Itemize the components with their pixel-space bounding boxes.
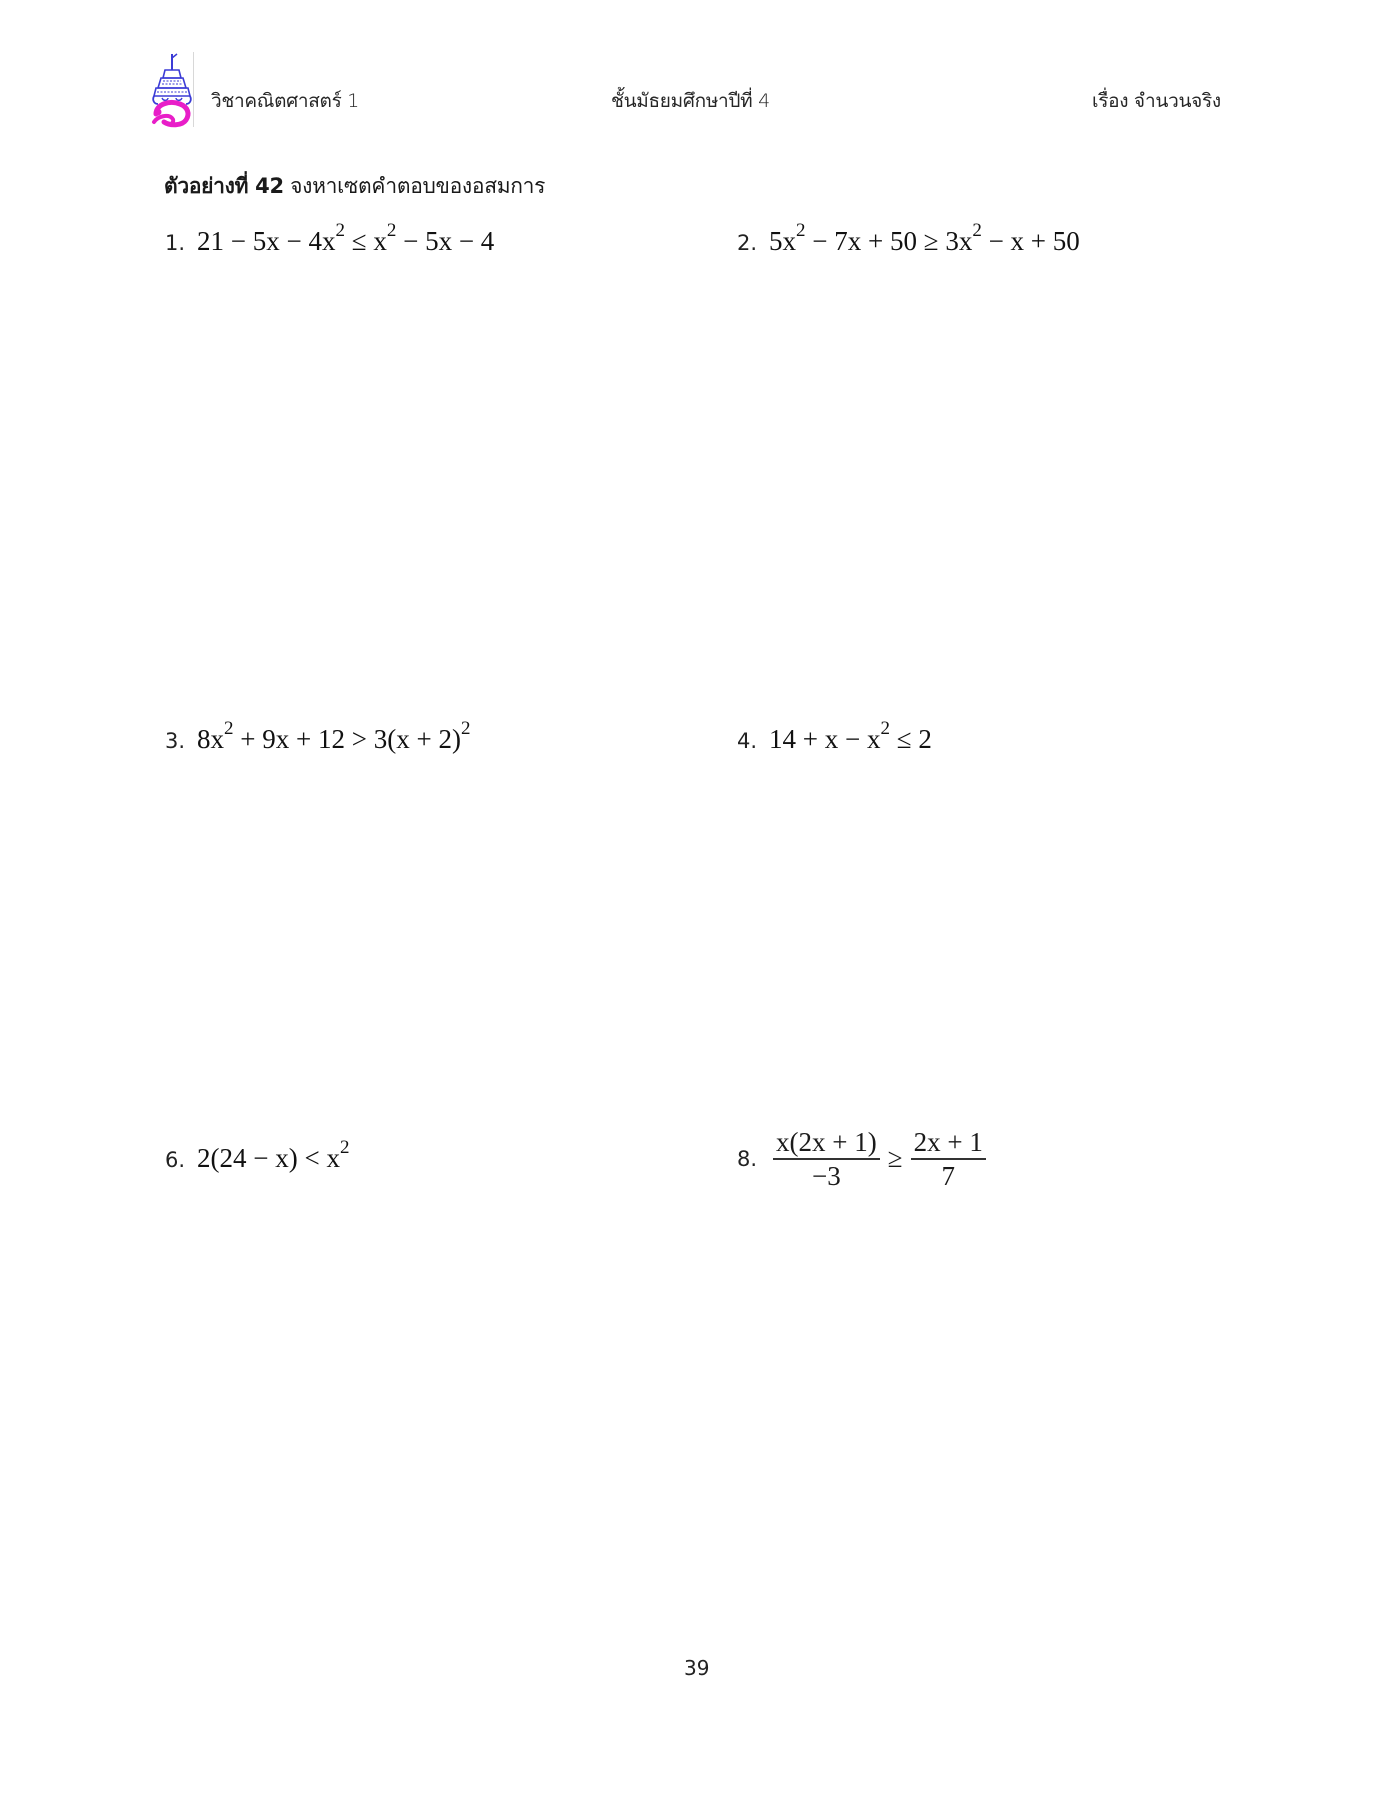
- problem-number: 8.: [737, 1146, 758, 1171]
- problem-1: [165, 220, 495, 257]
- problem-2: [737, 220, 1080, 257]
- problem-6: [165, 1137, 350, 1174]
- fraction-bar: [911, 1158, 986, 1160]
- left-numerator: x(2x + 1): [776, 1127, 877, 1157]
- example-instruction: จงหาเซตคำตอบของอสมการ: [290, 174, 546, 198]
- header-divider: [193, 52, 194, 127]
- school-emblem-icon: [150, 52, 194, 128]
- relation-symbol: ≥: [887, 1143, 903, 1174]
- example-heading: [164, 170, 545, 203]
- header-subject: วิชาคณิตศาสตร์ 1: [211, 90, 360, 112]
- left-fraction: [773, 1127, 880, 1191]
- left-denominator: −3: [812, 1160, 841, 1191]
- problem-number: 3.: [165, 729, 186, 753]
- page-number: 39: [684, 1656, 710, 1680]
- inequality: $14 + x - x^2 \le 2$: [769, 718, 932, 754]
- header-topic: เรื่อง จำนวนจริง: [1092, 90, 1221, 112]
- problem-number: 2.: [737, 231, 758, 255]
- problem-number: 1.: [165, 231, 186, 255]
- inequality: $21 - 5x - 4x^2 \le x^2 - 5x - 4$: [197, 220, 495, 256]
- inequality: $2(24 - x) < x^2$: [197, 1137, 350, 1173]
- problem-8: [737, 1127, 986, 1191]
- problem-4: [737, 718, 932, 755]
- problem-3: [165, 718, 471, 755]
- right-denominator: 7: [941, 1160, 955, 1191]
- problem-number: 6.: [165, 1148, 186, 1172]
- fraction-bar: [773, 1158, 880, 1160]
- inequality: $5x^2 - 7x + 50 \ge 3x^2 - x + 50$: [769, 220, 1080, 256]
- right-numerator: 2x + 1: [913, 1127, 983, 1157]
- inequality: $8x^2 + 9x + 12 > 3(x + 2)^2$: [197, 718, 471, 754]
- right-fraction: [911, 1127, 986, 1191]
- header-grade: ชั้นมัธยมศึกษาปีที่ 4: [611, 90, 770, 112]
- problem-number: 4.: [737, 729, 758, 753]
- example-label: ตัวอย่างที่ 42: [164, 174, 284, 198]
